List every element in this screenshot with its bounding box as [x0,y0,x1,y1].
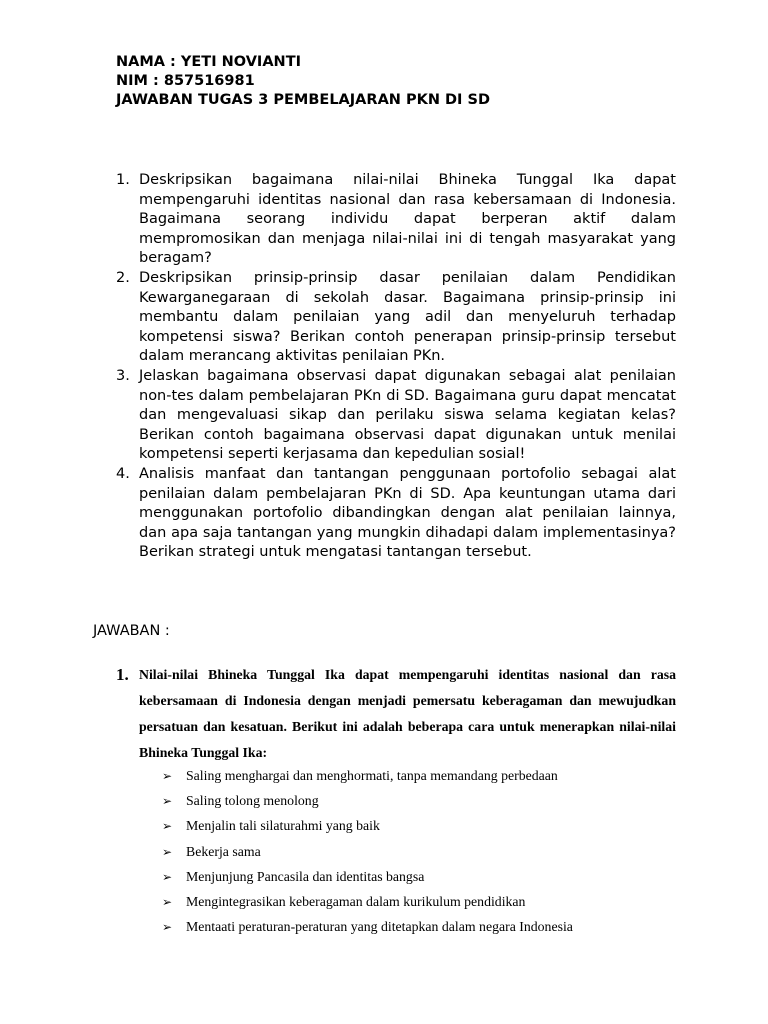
answer-text: Nilai-nilai Bhineka Tunggal Ika dapat mempengaruhi identitas nasional dan rasa kebersamaan di Indonesia dengan menjadi pemersatu keberagaman dan mewujudkan persatuan dan kesatuan. Berikut ini adalah beberapa cara untuk menerapkan nilai-nilai Bhineka Tunggal Ika: [139,667,676,760]
bullet-text: Mentaati peraturan-peraturan yang ditetapkan dalam negara Indonesia [186,919,573,935]
list-item [162,867,573,892]
question-number: 2. [116,269,130,286]
student-name: NAMA : YETI NOVIANTI [116,54,301,70]
bullet-text: Saling menghargai dan menghormati, tanpa memandang perbedaan [186,768,558,783]
question-text: Analisis manfaat dan tantangan penggunaan portofolio sebagai alat penilaian dalam pembelajaran PKn di SD. Apa keuntungan utama dari menggunakan portofolio dibandingkan dengan alat penilaian lainnya, dan apa saja tantangan yang mungkin dihadapi dalam implementasinya? Berikan strategi untuk mengatasi tantangan tersebut. [139,465,676,561]
bullet-text: Menjunjung Pancasila dan identitas bangsa [186,868,425,884]
answer-1 [116,662,676,766]
answer-number: 1. [116,665,129,684]
answer-heading: JAWABAN : [93,623,170,639]
question-item [116,171,676,269]
arrow-bullet-icon: ➢ [162,844,173,859]
arrow-bullet-icon: ➢ [162,794,173,809]
list-item [162,816,573,841]
answer-bullet-list [162,766,573,942]
student-nim: NIM : 857516981 [116,73,255,89]
list-item [162,766,573,791]
document-header [116,53,490,110]
arrow-bullet-icon: ➢ [162,819,173,834]
question-item [116,367,676,465]
question-text: Deskripsikan prinsip-prinsip dasar penilaian dalam Pendidikan Kewarganegaraan di sekolah dasar. Bagaimana prinsip-prinsip ini membantu dalam penilaian yang adil dan menyeluruh terhadap kompetensi siswa? Berikan contoh penerapan prinsip-prinsip tersebut dalam merancang aktivitas penilaian PKn. [139,269,676,365]
question-list [116,171,676,563]
list-item [162,917,573,942]
bullet-text: Mengintegrasikan keberagaman dalam kurikulum pendidikan [186,893,526,909]
arrow-bullet-icon: ➢ [162,894,173,909]
bullet-text: Menjalin tali silaturahmi yang baik [186,818,380,834]
question-number: 4. [116,465,130,482]
question-item [116,465,676,563]
question-item [116,269,676,367]
bullet-text: Bekerja sama [186,843,261,859]
list-item [162,791,573,816]
list-item [162,842,573,867]
arrow-bullet-icon: ➢ [162,769,173,783]
list-item [162,892,573,917]
arrow-bullet-icon: ➢ [162,869,173,884]
question-number: 1. [116,172,130,188]
question-text: Jelaskan bagaimana observasi dapat digunakan sebagai alat penilaian non-tes dalam pembelajaran PKn di SD. Bagaimana guru dapat mencatat dan mengevaluasi sikap dan perilaku siswa selama kegiatan kelas? Berikan contoh bagaimana observasi dapat digunakan untuk menilai kompetensi seperti kerjasama dan kepedulian sosial! [139,367,676,463]
assignment-title: JAWABAN TUGAS 3 PEMBELAJARAN PKN DI SD [116,92,490,108]
arrow-bullet-icon: ➢ [162,920,173,935]
question-text: Deskripsikan bagaimana nilai-nilai Bhineka Tunggal Ika dapat mempengaruhi identitas nasional dan rasa kebersamaan di Indonesia. Bagaimana seorang individu dapat berperan aktif dalam mempromosikan dan menjaga nilai-nilai ini di tengah masyarakat yang beragam? [139,172,676,267]
bullet-text: Saling tolong menolong [186,793,319,809]
question-number: 3. [116,367,130,384]
